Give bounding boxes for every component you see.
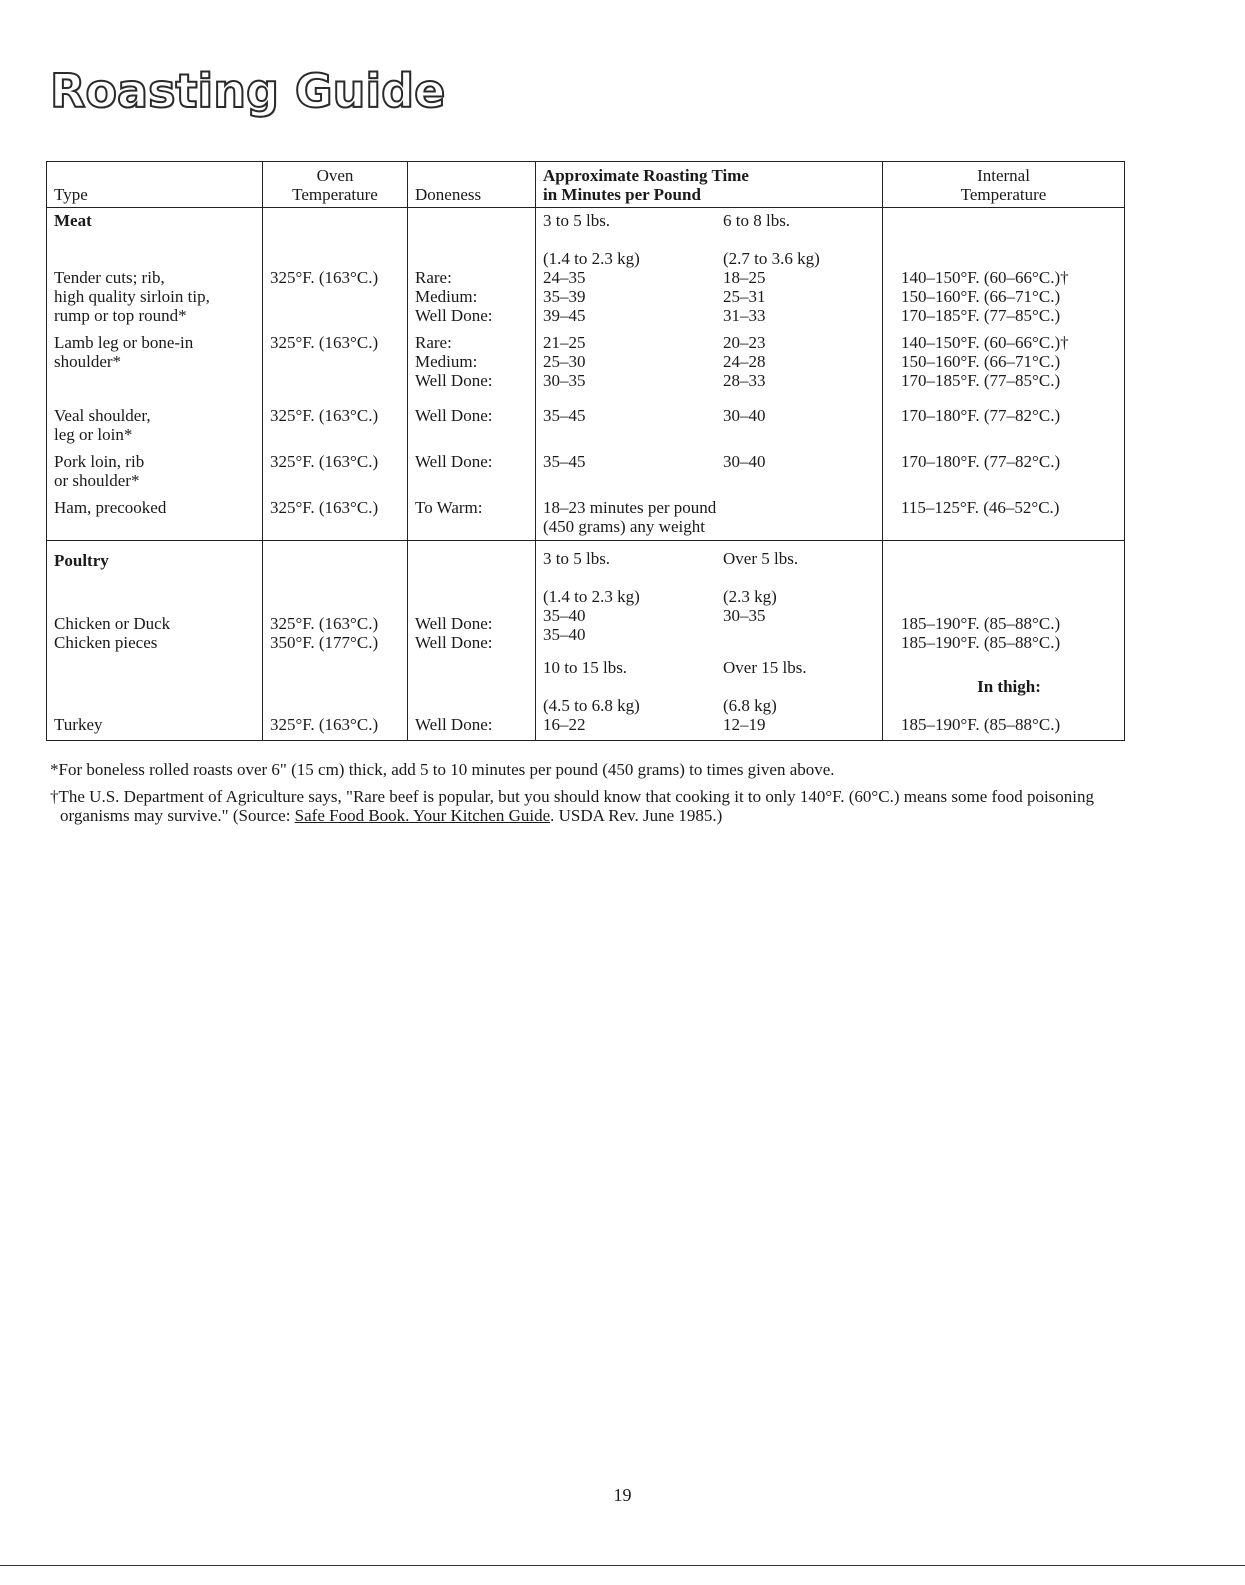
footnote-boneless: *For boneless rolled roasts over 6" (15 cm) thick, add 5 to 10 minutes per pound (450 grams) to times given above. <box>50 760 835 779</box>
table-row <box>47 325 1125 390</box>
row-oven-temp: 325°F. (163°C.) <box>263 715 408 741</box>
meat-weight-header <box>536 208 883 269</box>
header-oven-temperature: Oven Temperature <box>263 162 408 208</box>
row-oven-temp: 325°F. (163°C.) 350°F. (177°C.) <box>263 606 408 652</box>
table-row <box>47 444 1125 490</box>
row-internal-temp: 140–150°F. (60–66°C.)† 150–160°F. (66–71°C.) 170–185°F. (77–85°C.) <box>883 325 1125 390</box>
row-type: Veal shoulder, leg or loin* <box>47 390 263 444</box>
meat-weight-1-kg: (1.4 to 2.3 kg) <box>543 249 640 268</box>
row-type: Pork loin, rib or shoulder* <box>47 444 263 490</box>
poultry-weight-2: Over 5 lbs. <box>723 549 799 568</box>
time-small: 35–45 <box>543 406 586 425</box>
table-row <box>47 390 1125 444</box>
source-title: Safe Food Book. Your Kitchen Guide <box>294 806 551 825</box>
poultry-section <box>47 541 1125 741</box>
bottom-rule <box>0 1565 1245 1566</box>
row-internal-temp: 185–190°F. (85–88°C.) <box>883 715 1125 741</box>
meat-section-header <box>47 208 1125 269</box>
turkey-internal-label: In thigh: <box>883 652 1125 715</box>
row-times <box>536 715 883 741</box>
section-label-poultry: Poultry <box>47 541 263 607</box>
meat-weight-2: 6 to 8 lbs. <box>723 211 791 230</box>
poultry-weight-header <box>536 541 883 607</box>
turkey-weight-1-kg: (4.5 to 6.8 kg) <box>543 696 640 715</box>
row-internal-temp: 140–150°F. (60–66°C.)† 150–160°F. (66–71°C.) 170–185°F. (77–85°C.) <box>883 268 1125 325</box>
page-title: Roasting Guide <box>50 64 446 118</box>
row-times <box>536 325 883 390</box>
meat-weight-2-kg: (2.7 to 3.6 kg) <box>723 249 820 268</box>
time-small: 16–22 <box>543 715 586 734</box>
footnotes <box>50 760 1130 833</box>
row-oven-temp: 325°F. (163°C.) <box>263 325 408 390</box>
table-row <box>47 490 1125 541</box>
page-number: 19 <box>613 1485 632 1505</box>
row-internal-temp: 170–180°F. (77–82°C.) <box>883 444 1125 490</box>
row-times <box>536 444 883 490</box>
row-oven-temp: 325°F. (163°C.) <box>263 390 408 444</box>
row-internal-temp: 115–125°F. (46–52°C.) <box>883 490 1125 541</box>
turkey-weight-1: 10 to 15 lbs. <box>543 658 628 677</box>
row-oven-temp: 325°F. (163°C.) <box>263 268 408 325</box>
roasting-table <box>46 161 1125 741</box>
header-type: Type <box>47 162 263 208</box>
section-label-meat: Meat <box>47 208 263 269</box>
row-oven-temp: 325°F. (163°C.) <box>263 490 408 541</box>
row-type: Ham, precooked <box>47 490 263 541</box>
turkey-weight-2-kg: (6.8 kg) <box>723 696 777 715</box>
time-small: 35–45 <box>543 452 586 471</box>
row-doneness: Rare: Medium: Well Done: <box>408 268 536 325</box>
row-doneness: Well Done: <box>408 715 536 741</box>
table-row <box>47 715 1125 741</box>
time-large: 30–40 <box>723 452 766 471</box>
poultry-section-header <box>47 541 1125 607</box>
time-large: 30–35 <box>723 606 766 625</box>
time-small: 35–40 35–40 <box>543 606 586 644</box>
row-type: Lamb leg or bone-in shoulder* <box>47 325 263 390</box>
row-doneness: To Warm: <box>408 490 536 541</box>
meat-section <box>47 208 1125 541</box>
header-doneness: Doneness <box>408 162 536 208</box>
table-header-row <box>47 162 1125 208</box>
time-large: 20–23 24–28 28–33 <box>723 333 766 390</box>
time-large: 30–40 <box>723 406 766 425</box>
turkey-weight-header-row <box>47 652 1125 715</box>
row-oven-temp: 325°F. (163°C.) <box>263 444 408 490</box>
row-type: Chicken or Duck Chicken pieces <box>47 606 263 652</box>
row-doneness: Rare: Medium: Well Done: <box>408 325 536 390</box>
turkey-weight-header <box>536 652 883 715</box>
row-internal-temp: 170–180°F. (77–82°C.) <box>883 390 1125 444</box>
row-times <box>536 390 883 444</box>
table-row <box>47 268 1125 325</box>
row-times <box>536 268 883 325</box>
table-row <box>47 606 1125 652</box>
poultry-weight-2-kg: (2.3 kg) <box>723 587 777 606</box>
header-roasting-time: Approximate Roasting Time in Minutes per Pound <box>536 162 883 208</box>
row-type: Turkey <box>47 715 263 741</box>
header-internal-temperature: Internal Temperature <box>883 162 1125 208</box>
time-small: 24–35 35–39 39–45 <box>543 268 586 325</box>
time-large: 18–25 25–31 31–33 <box>723 268 766 325</box>
poultry-weight-1-kg: (1.4 to 2.3 kg) <box>543 587 640 606</box>
footnote-usda: †The U.S. Department of Agriculture says, "Rare beef is popular, but you should know that cooking it to only 140°F. (60°C.) means some food poisoning organisms may survive." (Source: Safe Food Book. Your Kitchen Guide. USDA Rev. June 1985.) <box>50 787 1095 825</box>
row-times <box>536 606 883 652</box>
time-large: 12–19 <box>723 715 766 734</box>
poultry-weight-1: 3 to 5 lbs. <box>543 549 611 568</box>
row-type: Tender cuts; rib, high quality sirloin tip, rump or top round* <box>47 268 263 325</box>
row-doneness: Well Done: Well Done: <box>408 606 536 652</box>
row-times-combined: 18–23 minutes per pound (450 grams) any weight <box>536 490 883 541</box>
turkey-weight-2: Over 15 lbs. <box>723 658 807 677</box>
row-doneness: Well Done: <box>408 444 536 490</box>
row-doneness: Well Done: <box>408 390 536 444</box>
time-small: 21–25 25–30 30–35 <box>543 333 586 390</box>
row-internal-temp: 185–190°F. (85–88°C.) 185–190°F. (85–88°C.) <box>883 606 1125 652</box>
meat-weight-1: 3 to 5 lbs. <box>543 211 611 230</box>
